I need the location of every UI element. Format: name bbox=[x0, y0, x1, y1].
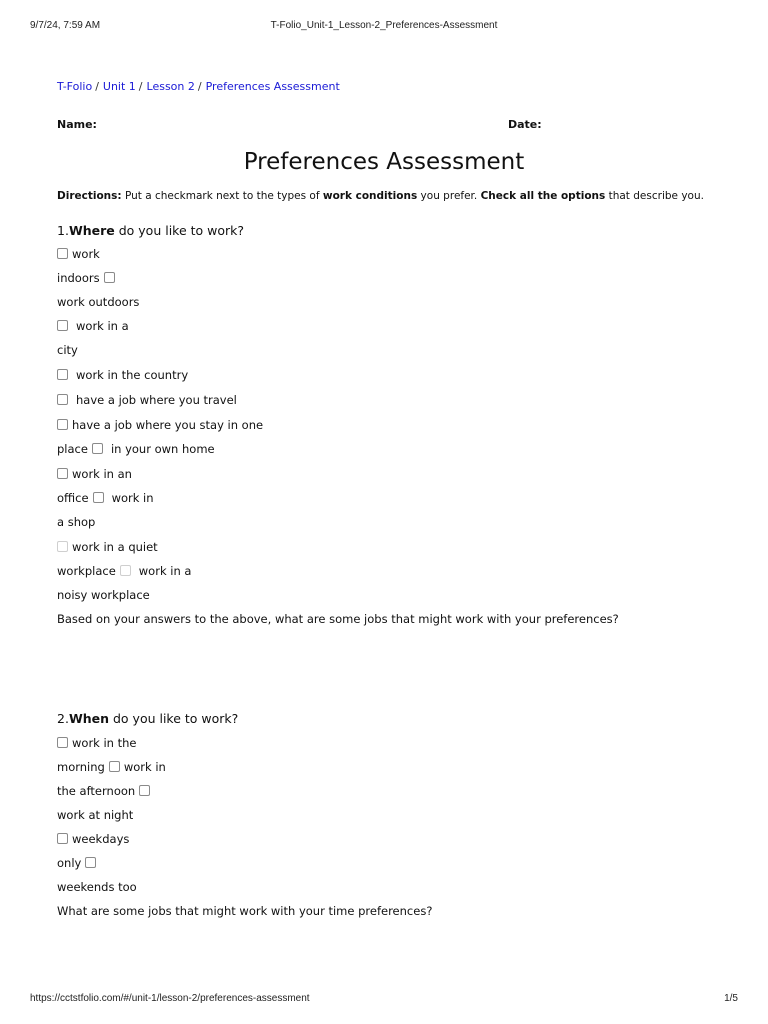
option-line bbox=[57, 784, 154, 798]
option-line bbox=[57, 319, 129, 333]
option-label: work outdoors bbox=[57, 295, 140, 309]
option-line bbox=[57, 418, 263, 432]
option-label: work in a bbox=[76, 319, 129, 333]
checkbox-work-morning[interactable] bbox=[57, 737, 68, 748]
directions bbox=[57, 190, 704, 202]
breadcrumb-current[interactable]: Preferences Assessment bbox=[205, 80, 340, 93]
option-line bbox=[57, 271, 119, 285]
option-label: noisy workplace bbox=[57, 588, 150, 602]
directions-text: you prefer. bbox=[417, 190, 481, 202]
question-1-heading bbox=[57, 223, 244, 238]
checkbox-own-home[interactable] bbox=[92, 443, 103, 454]
option-label: city bbox=[57, 343, 78, 357]
option-line bbox=[57, 564, 191, 578]
breadcrumb-lesson[interactable]: Lesson 2 bbox=[146, 80, 195, 93]
question-1-followup: Based on your answers to the above, what are some jobs that might work with your preferences? bbox=[57, 612, 619, 626]
option-line bbox=[57, 736, 137, 750]
option-label: work in a quiet bbox=[72, 540, 158, 554]
directions-text: that describe you. bbox=[605, 190, 704, 202]
checkbox-work-afternoon[interactable] bbox=[109, 761, 120, 772]
option-line bbox=[57, 515, 95, 529]
breadcrumb-tfolio[interactable]: T-Folio bbox=[57, 80, 93, 93]
question-text: do you like to work? bbox=[114, 223, 245, 238]
checkbox-weekends-too[interactable] bbox=[85, 857, 96, 868]
option-label: office bbox=[57, 491, 89, 505]
question-keyword: Where bbox=[68, 223, 115, 238]
option-line bbox=[57, 856, 100, 870]
option-line bbox=[57, 368, 188, 382]
breadcrumb-separator: / bbox=[95, 80, 99, 93]
breadcrumb-unit[interactable]: Unit 1 bbox=[102, 80, 136, 93]
option-label: have a job where you stay in one bbox=[72, 418, 264, 432]
question-number: 2. bbox=[57, 711, 69, 726]
checkbox-noisy-workplace[interactable] bbox=[120, 565, 131, 576]
directions-emphasis: work conditions bbox=[322, 190, 418, 202]
option-line bbox=[57, 343, 78, 357]
question-text: do you like to work? bbox=[109, 711, 239, 726]
option-label: morning bbox=[57, 760, 105, 774]
page-title: Preferences Assessment bbox=[243, 149, 525, 175]
option-line bbox=[57, 442, 215, 456]
checkbox-weekdays-only[interactable] bbox=[57, 833, 68, 844]
option-line bbox=[57, 588, 150, 602]
checkbox-work-outdoors[interactable] bbox=[104, 272, 115, 283]
option-line bbox=[57, 880, 137, 894]
option-label: work in a bbox=[138, 564, 192, 578]
checkbox-quiet-workplace[interactable] bbox=[57, 541, 68, 552]
option-label: work in bbox=[111, 491, 154, 505]
option-label: work in the country bbox=[76, 368, 189, 382]
question-2-heading bbox=[57, 711, 238, 726]
option-line bbox=[57, 247, 100, 261]
checkbox-job-stay-one-place[interactable] bbox=[57, 419, 68, 430]
checkbox-work-in-office[interactable] bbox=[57, 468, 68, 479]
option-label: weekdays bbox=[72, 832, 130, 846]
option-line bbox=[57, 467, 132, 481]
directions-emphasis: Check all the options bbox=[480, 190, 606, 202]
option-label: work in bbox=[123, 760, 166, 774]
breadcrumb-separator: / bbox=[138, 80, 143, 93]
checkbox-work-in-country[interactable] bbox=[57, 369, 68, 380]
print-doc-title: T-Folio_Unit-1_Lesson-2_Preferences-Assessment bbox=[270, 20, 498, 31]
option-label: the afternoon bbox=[57, 784, 136, 798]
option-label: in your own home bbox=[110, 442, 215, 456]
question-2-followup: What are some jobs that might work with your time preferences? bbox=[57, 904, 433, 918]
date-label: Date: bbox=[508, 118, 542, 131]
option-line bbox=[57, 832, 129, 846]
option-line bbox=[57, 295, 139, 309]
name-label: Name: bbox=[57, 118, 97, 131]
option-label: work in an bbox=[72, 467, 132, 481]
option-label: work at night bbox=[57, 808, 134, 822]
option-line bbox=[57, 808, 133, 822]
breadcrumb bbox=[57, 80, 340, 93]
option-label: workplace bbox=[57, 564, 116, 578]
directions-text: Put a checkmark next to the types of bbox=[121, 190, 323, 202]
option-label: weekends too bbox=[57, 880, 137, 894]
checkbox-work-in-shop[interactable] bbox=[93, 492, 104, 503]
option-label: indoors bbox=[57, 271, 100, 285]
option-label: work in the bbox=[72, 736, 137, 750]
option-line bbox=[57, 393, 237, 407]
option-label: a shop bbox=[57, 515, 96, 529]
question-number: 1. bbox=[57, 223, 69, 238]
print-datetime: 9/7/24, 7:59 AM bbox=[30, 20, 101, 31]
option-line bbox=[57, 540, 158, 554]
print-page-number: 1/5 bbox=[724, 993, 738, 1004]
option-label: have a job where you travel bbox=[76, 393, 237, 407]
breadcrumb-separator: / bbox=[197, 80, 202, 93]
option-line bbox=[57, 760, 166, 774]
option-label: only bbox=[57, 856, 82, 870]
option-label: place bbox=[57, 442, 88, 456]
question-keyword: When bbox=[68, 711, 110, 726]
checkbox-work-indoors[interactable] bbox=[57, 248, 68, 259]
checkbox-work-in-city[interactable] bbox=[57, 320, 68, 331]
option-label: work bbox=[72, 247, 100, 261]
checkbox-job-travel[interactable] bbox=[57, 394, 68, 405]
print-url: https://cctstfolio.com/#/unit-1/lesson-2/preferences-assessment bbox=[30, 993, 310, 1004]
directions-label: Directions: bbox=[57, 190, 122, 202]
option-line bbox=[57, 491, 154, 505]
checkbox-work-night[interactable] bbox=[139, 785, 150, 796]
